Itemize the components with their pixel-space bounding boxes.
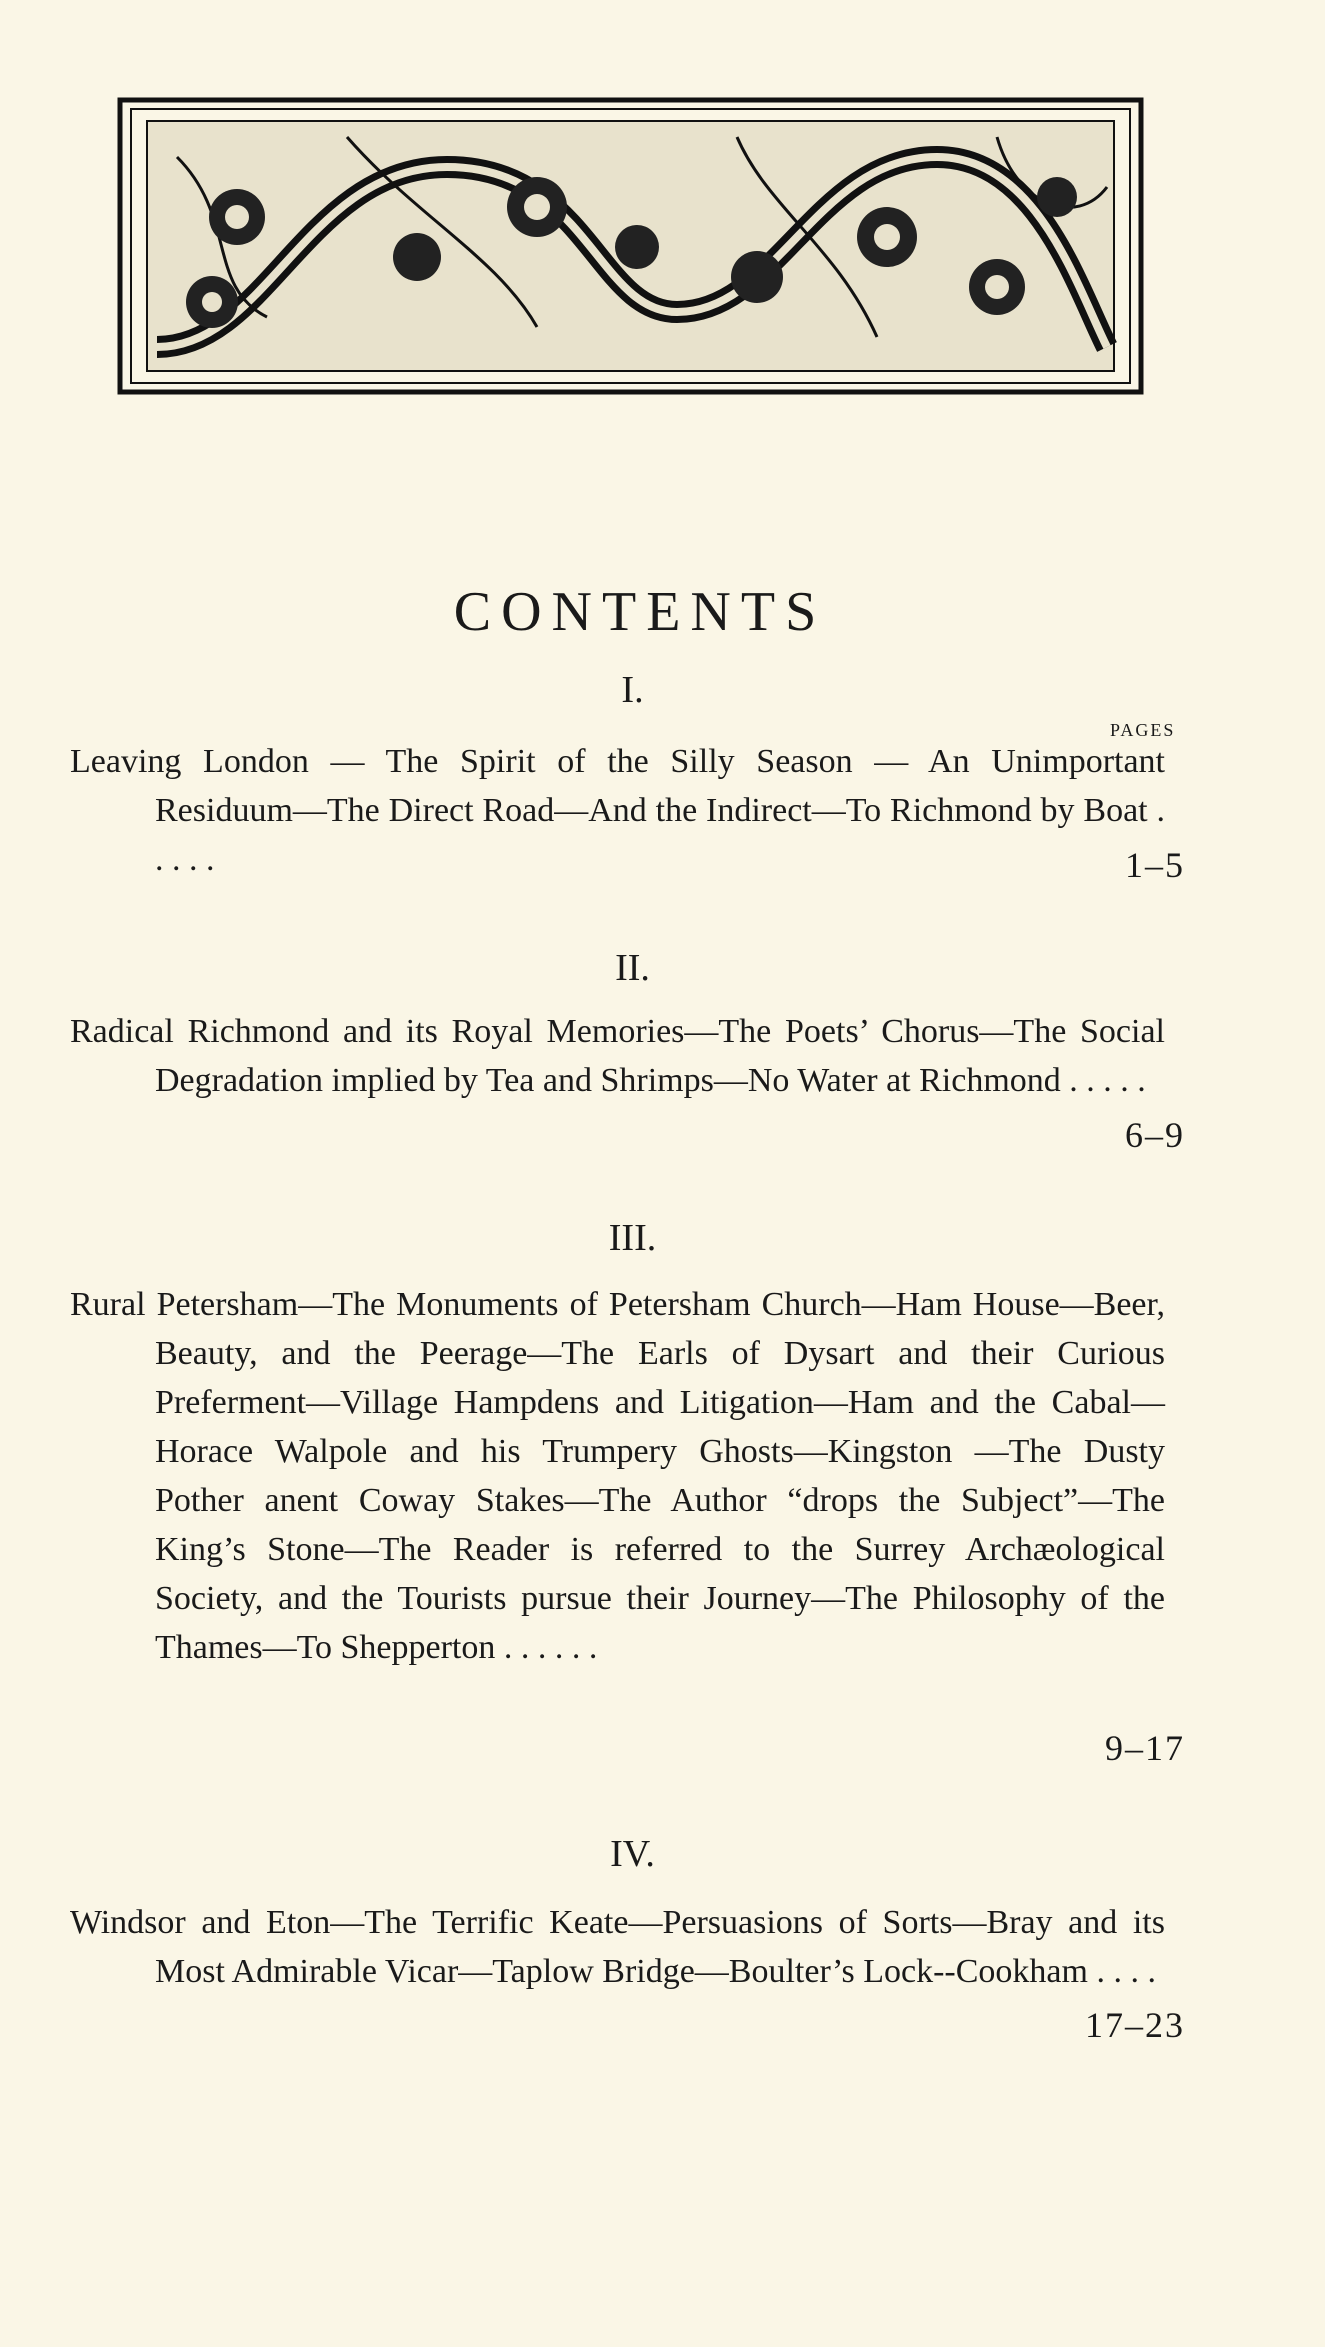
page-title: CONTENTS	[453, 580, 827, 643]
chapter-summary: Rural Petersham—The Monuments of Petersham Church—Ham House—Beer, Beauty, and the Peerage—The Earls of Dysart and their Curious Preferment—Village Hampdens and Litigation—Ham and the Cabal—Horace Walpole and his Trumpery Ghosts—Kingston —The Dusty Pother anent Coway Stakes—The Author “drops the Subject”—The King’s Stone—The Reader is referred to the Surrey Archæological Society, and the Tourists pursue their Journey—The Philosophy of the Thames—To Shepperton . . . . . .	[70, 1286, 1165, 1666]
chapter-summary: Radical Richmond and its Royal Memories—The Poets’ Chorus—The Social Degradation implied by Tea and Shrimps—No Water at Richmond . . . . .	[70, 1013, 1165, 1099]
ornamental-headpiece	[117, 97, 1144, 395]
chapter-numeral: III.	[608, 1217, 657, 1259]
chapter-summary: Leaving London — The Spirit of the Silly Season — An Unimportant Residuum—The Direct Road—And the Indirect—To Richmond by Boat . . . . .	[70, 743, 1165, 878]
chapter-numeral: IV.	[610, 1833, 655, 1875]
chapter-pages: 9–17	[1105, 1728, 1185, 1768]
chapter-pages: 1–5	[1125, 845, 1185, 885]
chapter-pages: 6–9	[1125, 1115, 1185, 1155]
chapter-numeral: II.	[615, 947, 650, 989]
pages-column-label: PAGES	[1110, 720, 1176, 740]
chapter-pages: 17–23	[1085, 2005, 1185, 2045]
chapter-summary: Windsor and Eton—The Terrific Keate—Persuasions of Sorts—Bray and its Most Admirable Vicar—Taplow Bridge—Boulter’s Lock--Cookham . . . .	[70, 1904, 1165, 1990]
chapter-numeral: I.	[621, 669, 644, 711]
